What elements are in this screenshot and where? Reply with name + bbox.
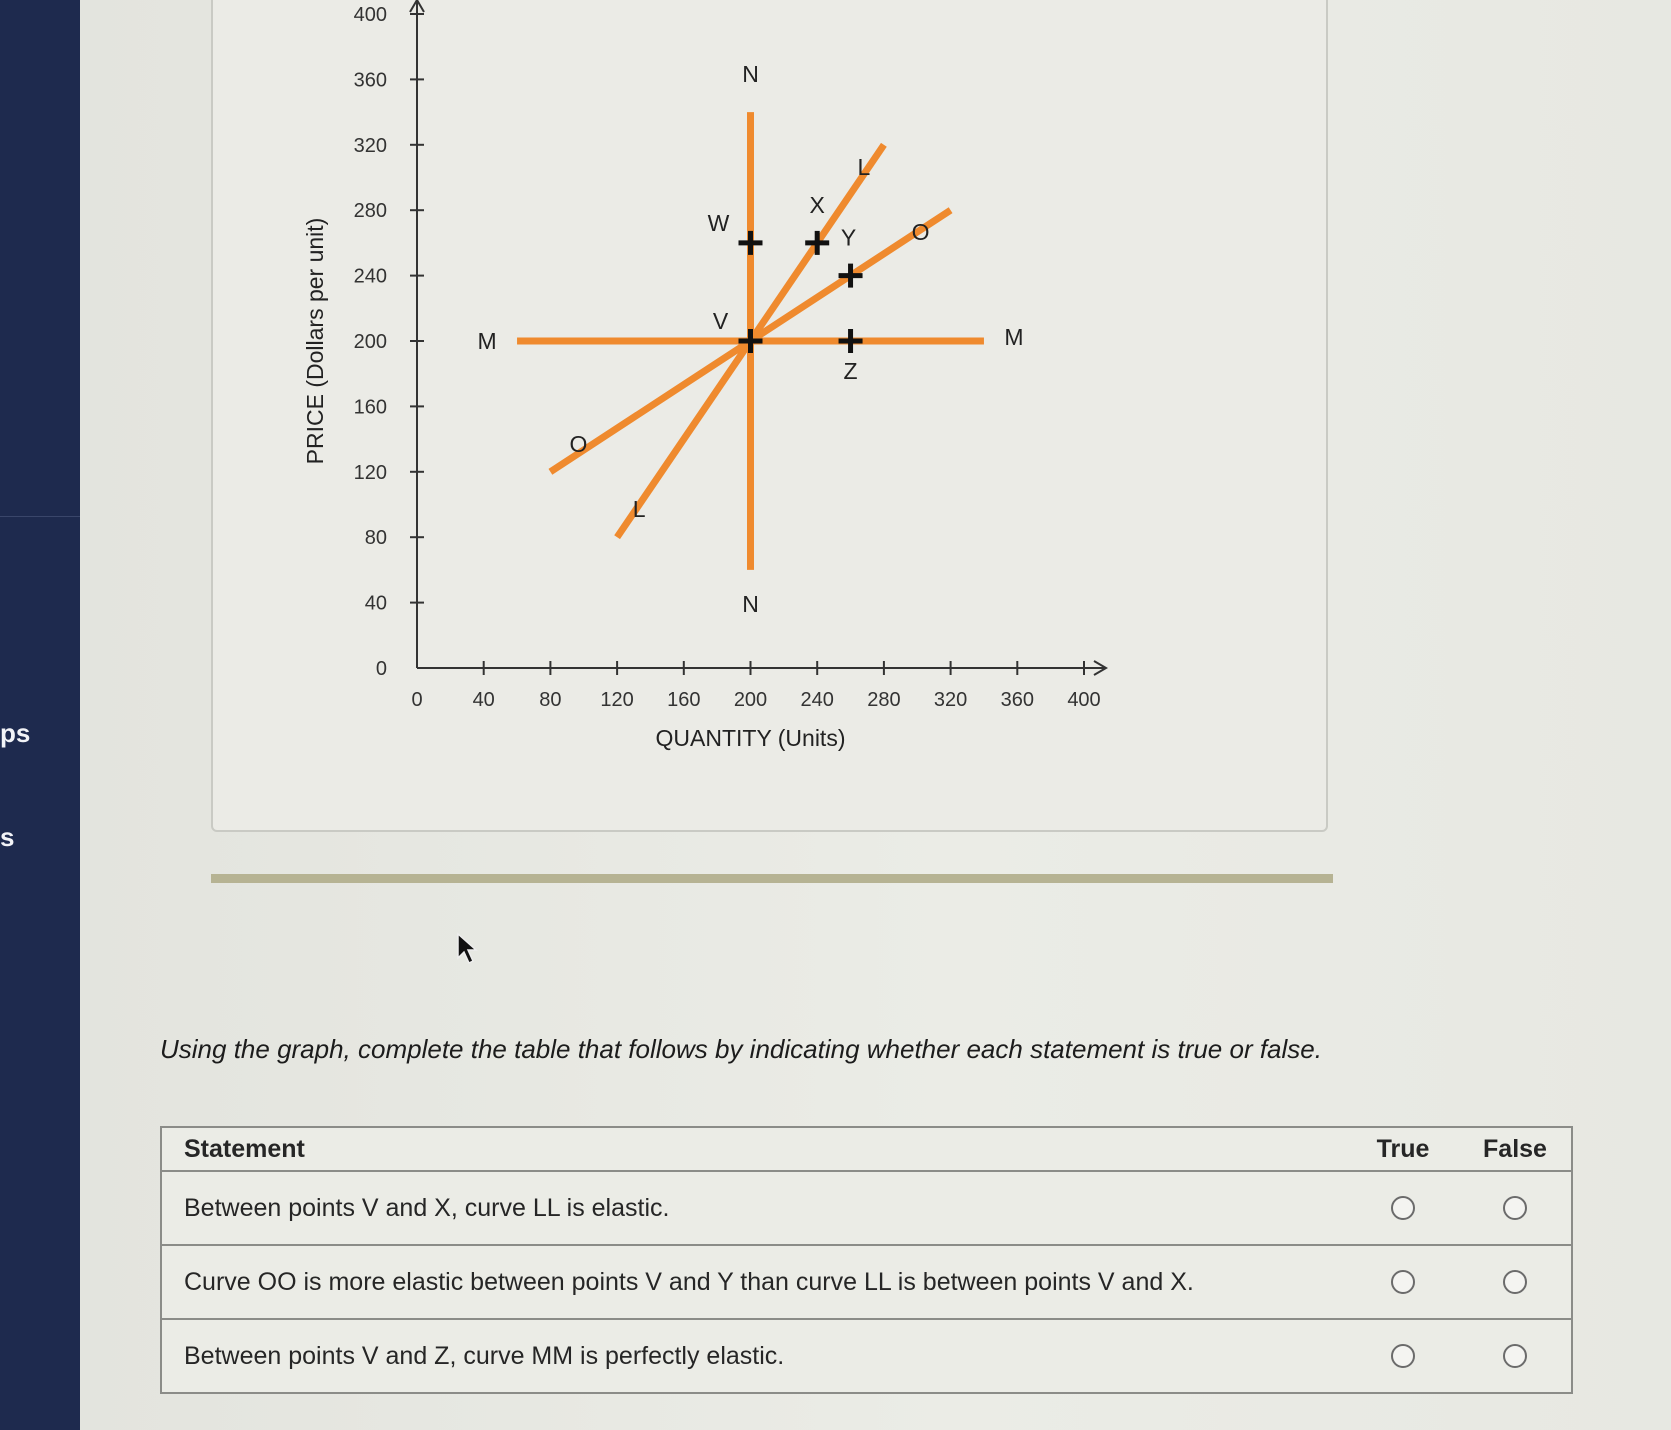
sidebar-divider bbox=[0, 516, 80, 517]
x-tick-label: 80 bbox=[539, 689, 562, 711]
graph-panel bbox=[211, 0, 1328, 832]
false-cell bbox=[1459, 1270, 1571, 1294]
y-tick-label: 40 bbox=[364, 592, 387, 615]
true-false-table bbox=[160, 1126, 1573, 1394]
y-tick-label: 80 bbox=[364, 527, 387, 550]
x-tick-label: 200 bbox=[733, 689, 768, 711]
table-header-row bbox=[162, 1128, 1571, 1170]
curve-label-l: L bbox=[632, 496, 646, 523]
main-content bbox=[80, 0, 1671, 1430]
mouse-cursor-icon bbox=[456, 932, 480, 966]
curve-label-m: M bbox=[477, 328, 497, 354]
y-tick-label: 400 bbox=[353, 4, 387, 26]
curve-label-o: O bbox=[911, 219, 930, 246]
x-tick-label: 0 bbox=[411, 689, 423, 711]
table-row bbox=[162, 1244, 1571, 1318]
sidebar-item-2[interactable]: s bbox=[0, 822, 15, 852]
y-tick-label: 200 bbox=[353, 331, 387, 353]
x-tick-label: 160 bbox=[667, 689, 701, 711]
y-tick-label: 0 bbox=[375, 658, 387, 680]
y-tick-label: 320 bbox=[353, 134, 387, 157]
table-row bbox=[162, 1170, 1571, 1244]
instruction-text: Using the graph, complete the table that follows by indicating whether each statement is true or false. bbox=[160, 1034, 1322, 1064]
y-axis-label: PRICE (Dollars per unit) bbox=[302, 217, 328, 465]
false-cell bbox=[1459, 1196, 1571, 1220]
curve-label-o: O bbox=[569, 430, 588, 457]
true-cell bbox=[1347, 1344, 1459, 1368]
x-tick-label: 240 bbox=[800, 689, 834, 711]
curve-label-n: N bbox=[742, 61, 759, 88]
statement-text: Curve OO is more elastic between points V and Y than curve LL is between points V and X. bbox=[184, 1267, 1194, 1296]
point-label-z: Z bbox=[843, 358, 858, 384]
radio-true-2[interactable] bbox=[1391, 1270, 1415, 1294]
point-label-y: Y bbox=[840, 224, 857, 251]
radio-false-3[interactable] bbox=[1503, 1344, 1527, 1368]
statement-text: Between points V and Z, curve MM is perfectly elastic. bbox=[184, 1341, 785, 1370]
y-tick-label: 360 bbox=[353, 69, 387, 92]
x-tick-label: 280 bbox=[867, 689, 901, 711]
y-tick-label: 280 bbox=[353, 200, 387, 223]
x-tick-label: 400 bbox=[1067, 689, 1101, 711]
point-label-x: X bbox=[809, 191, 825, 218]
true-cell bbox=[1347, 1270, 1459, 1294]
point-label-w: W bbox=[707, 209, 730, 236]
header-statement: Statement bbox=[184, 1134, 305, 1163]
header-true: True bbox=[1376, 1134, 1430, 1163]
table-row bbox=[162, 1318, 1571, 1392]
x-tick-label: 360 bbox=[1000, 689, 1034, 711]
false-cell bbox=[1459, 1344, 1571, 1368]
x-tick-label: 40 bbox=[472, 689, 495, 711]
y-tick-label: 160 bbox=[353, 396, 387, 419]
elasticity-graph bbox=[213, 0, 1330, 834]
radio-false-1[interactable] bbox=[1503, 1196, 1527, 1220]
radio-false-2[interactable] bbox=[1503, 1270, 1527, 1294]
x-axis-label: QUANTITY (Units) bbox=[655, 725, 846, 751]
y-tick-label: 120 bbox=[353, 461, 387, 484]
x-tick-label: 320 bbox=[933, 689, 968, 711]
point-z bbox=[839, 329, 863, 353]
curve-label-l: L bbox=[857, 153, 871, 180]
header-false: False bbox=[1483, 1134, 1547, 1163]
radio-true-1[interactable] bbox=[1391, 1196, 1415, 1220]
x-tick-label: 120 bbox=[600, 689, 634, 711]
statement-text: Between points V and X, curve LL is elastic. bbox=[184, 1193, 670, 1222]
radio-true-3[interactable] bbox=[1391, 1344, 1415, 1368]
sidebar bbox=[0, 0, 80, 1430]
point-label-v: V bbox=[712, 308, 729, 334]
curve-label-m: M bbox=[1004, 324, 1024, 350]
section-separator bbox=[211, 874, 1333, 883]
point-w bbox=[739, 231, 763, 255]
true-cell bbox=[1347, 1196, 1459, 1220]
sidebar-item-1[interactable]: ps bbox=[0, 718, 31, 748]
y-tick-label: 240 bbox=[353, 265, 387, 288]
curve-label-n: N bbox=[742, 590, 759, 617]
